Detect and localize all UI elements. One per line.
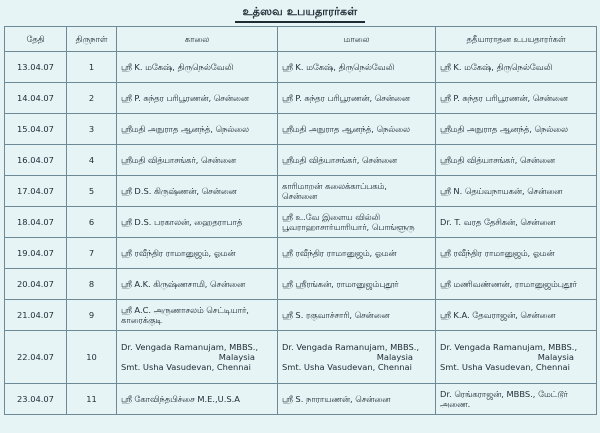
day-cell: 7 bbox=[67, 238, 117, 269]
date-cell: 22.04.07 bbox=[5, 331, 67, 384]
ubhayam-cell bbox=[436, 331, 597, 384]
evening-line: காரிமாறன் கலைக்காப்பகம், bbox=[282, 181, 387, 191]
table-row bbox=[5, 83, 597, 114]
day-cell: 8 bbox=[67, 269, 117, 300]
date-cell: 23.04.07 bbox=[5, 384, 67, 415]
morning-cell: ஸ்ரீ K. மகேஷ், திருநெல்வேலி bbox=[117, 52, 278, 83]
evening-cell: ஸ்ரீ ஸ்ரீரங்கன், ராமானுஜம்புதூர் bbox=[278, 269, 436, 300]
table-row bbox=[5, 52, 597, 83]
evening-line: சென்னை bbox=[282, 191, 317, 201]
morning-cell: ஸ்ரீ D.S. பரகாலன், ஹைதராபாத் bbox=[117, 207, 278, 238]
date-cell: 14.04.07 bbox=[5, 83, 67, 114]
page-title: உத்ஸவ உபயதாரர்கள் bbox=[235, 4, 366, 23]
day-cell: 11 bbox=[67, 384, 117, 415]
ubhayam-table bbox=[4, 26, 597, 415]
table-row bbox=[5, 207, 597, 238]
evening-line: பூவராஹாசார்யாரியார், பொங்ளூரு bbox=[282, 222, 415, 232]
ubhayam-cell: ஸ்ரீ P. சுந்தர பரிபூரணன், சென்னை bbox=[436, 83, 597, 114]
ubhayam-cell: Dr. T. வரத தேசிகன், சென்னை bbox=[436, 207, 597, 238]
ubhayam-cell: ஸ்ரீ K. மகேஷ், திருநெல்வேலி bbox=[436, 52, 597, 83]
date-cell: 18.04.07 bbox=[5, 207, 67, 238]
table-row bbox=[5, 331, 597, 384]
morning-cell: ஸ்ரீ A.K. கிருஷ்ணசாமி, சென்னை bbox=[117, 269, 278, 300]
ubhayam-cell: Dr. ரெங்கராஜன், MBBS., மேட்டூர் அணை. bbox=[436, 384, 597, 415]
morning-cell: ஸ்ரீமதி அநுராத ஆனந்த், நெல்லை bbox=[117, 114, 278, 145]
header-ubhayam: ததீயாராதன உபயதாரர்கள் bbox=[436, 27, 597, 52]
date-cell: 15.04.07 bbox=[5, 114, 67, 145]
evening-cell: ஸ்ரீ K. மகேஷ், திருநெல்வேலி bbox=[278, 52, 436, 83]
table-row bbox=[5, 269, 597, 300]
doctor-name: Dr. Vengada Ramanujam, MBBS., bbox=[440, 342, 578, 352]
day-cell: 3 bbox=[67, 114, 117, 145]
doctor-name: Dr. Vengada Ramanujam, MBBS., bbox=[282, 342, 420, 352]
ubhayam-cell: ஸ்ரீ மணிவண்ணன், ராமானுஜம்புதூர் bbox=[436, 269, 597, 300]
evening-cell: ஸ்ரீ S. நாராயணன், சென்னை bbox=[278, 384, 436, 415]
evening-cell: ஸ்ரீ P. சுந்தர பரிபூரணன், சென்னை bbox=[278, 83, 436, 114]
day-cell: 2 bbox=[67, 83, 117, 114]
day-cell: 5 bbox=[67, 176, 117, 207]
table-row bbox=[5, 145, 597, 176]
morning-cell: ஸ்ரீ கோவிந்தபிச்சை M.E.,U.S.A bbox=[117, 384, 278, 415]
evening-cell: ஸ்ரீமதி அநுராத ஆனந்த், நெல்லை bbox=[278, 114, 436, 145]
ubhayam-cell: ஸ்ரீ N. தெய்வநாயகன், சென்னை bbox=[436, 176, 597, 207]
date-cell: 13.04.07 bbox=[5, 52, 67, 83]
morning-cell: ஸ்ரீமதி வித்யாசங்கர், சென்னை bbox=[117, 145, 278, 176]
ubhayam-cell: ஸ்ரீ K.A. தேவராஜன், சென்னை bbox=[436, 300, 597, 331]
evening-cell: ஸ்ரீ S. ரகுவாச்சாரி, சென்னை bbox=[278, 300, 436, 331]
morning-line: காரைக்குடி bbox=[121, 315, 163, 325]
date-cell: 17.04.07 bbox=[5, 176, 67, 207]
header-morning: காலை bbox=[117, 27, 278, 52]
date-cell: 16.04.07 bbox=[5, 145, 67, 176]
header-row bbox=[5, 27, 597, 52]
table-row bbox=[5, 384, 597, 415]
doctor-name-2: Smt. Usha Vasudevan, Chennai bbox=[121, 362, 251, 372]
day-cell: 1 bbox=[67, 52, 117, 83]
morning-cell bbox=[117, 331, 278, 384]
ubhayam-cell: ஸ்ரீமதி வித்யாசங்கர், சென்னை bbox=[436, 145, 597, 176]
doctor-name: Dr. Vengada Ramanujam, MBBS., bbox=[121, 342, 259, 352]
ubhayam-cell: ஸ்ரீமதி அநுராத ஆனந்த், நெல்லை bbox=[436, 114, 597, 145]
table-row bbox=[5, 114, 597, 145]
ubhayam-cell: ஸ்ரீ ரவீந்திர ராமானுஜம், ஓமன் bbox=[436, 238, 597, 269]
table-row bbox=[5, 176, 597, 207]
date-cell: 20.04.07 bbox=[5, 269, 67, 300]
doctor-name-2: Smt. Usha Vasudevan, Chennai bbox=[282, 362, 412, 372]
title-wrap bbox=[0, 3, 600, 23]
header-evening: மாலை bbox=[278, 27, 436, 52]
morning-line: ஸ்ரீ A.C. அருணாசலம் செட்டியார், bbox=[121, 305, 249, 315]
doctor-name-2: Smt. Usha Vasudevan, Chennai bbox=[440, 362, 570, 372]
doctor-place: Malaysia bbox=[218, 352, 255, 362]
evening-line: ஸ்ரீ உ.வே இளைய வில்லி bbox=[282, 212, 380, 222]
day-cell: 6 bbox=[67, 207, 117, 238]
morning-cell bbox=[117, 300, 278, 331]
header-date: தேதி bbox=[5, 27, 67, 52]
morning-cell: ஸ்ரீ D.S. கிருஷ்ணன், சென்னை bbox=[117, 176, 278, 207]
doctor-place: Malaysia bbox=[537, 352, 574, 362]
table-row bbox=[5, 300, 597, 331]
evening-cell bbox=[278, 331, 436, 384]
evening-cell: ஸ்ரீமதி வித்யாசங்கர், சென்னை bbox=[278, 145, 436, 176]
day-cell: 9 bbox=[67, 300, 117, 331]
evening-cell bbox=[278, 176, 436, 207]
header-day: திருநாள் bbox=[67, 27, 117, 52]
date-cell: 21.04.07 bbox=[5, 300, 67, 331]
date-cell: 19.04.07 bbox=[5, 238, 67, 269]
morning-cell: ஸ்ரீ ரவீந்திர ராமானுஜம், ஓமன் bbox=[117, 238, 278, 269]
doctor-place: Malaysia bbox=[376, 352, 413, 362]
day-cell: 4 bbox=[67, 145, 117, 176]
evening-cell: ஸ்ரீ ரவீந்திர ராமானுஜம், ஓமன் bbox=[278, 238, 436, 269]
evening-cell bbox=[278, 207, 436, 238]
day-cell: 10 bbox=[67, 331, 117, 384]
table-row bbox=[5, 238, 597, 269]
morning-cell: ஸ்ரீ P. சுந்தர பரிபூரணன், சென்னை bbox=[117, 83, 278, 114]
